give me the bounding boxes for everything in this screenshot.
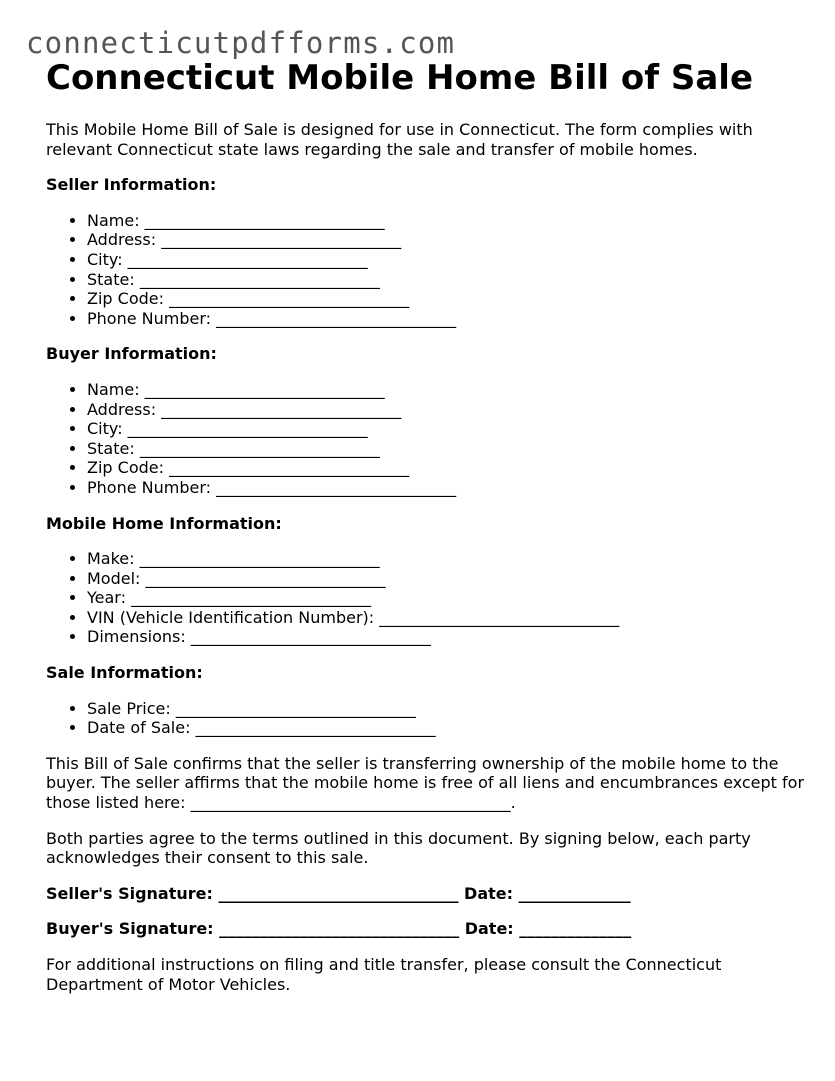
seller-heading: Seller Information: [46,175,217,195]
document-title: Connecticut Mobile Home Bill of Sale [46,58,754,98]
seller-zip-field: • Zip Code: ______________________________ [87,289,806,309]
seller-city-field: • City: ______________________________ [87,250,806,270]
buyer-state-field: • State: ______________________________ [87,439,806,459]
home-dimensions-field: • Dimensions: ______________________________ [87,627,806,647]
home-fields [46,549,806,647]
seller-signature-line: Seller's Signature: ______________________________ Date: ______________ [46,883,631,903]
watermark: connecticutpdfforms.com [26,26,456,60]
confirm-paragraph: This Bill of Sale confirms that the seller is transferring ownership of the mobile home to the buyer. The seller affirms that the mobile home is free of all liens and encumbrances except for those listed here: ________________________________________. [46,753,805,813]
buyer-phone-field: • Phone Number: ______________________________ [87,478,806,498]
footer-paragraph: For additional instructions on filing and title transfer, please consult the Connecticut Department of Motor Vehicles. [46,955,722,994]
home-heading: Mobile Home Information: [46,513,282,533]
buyer-signature-line: Buyer's Signature: ______________________________ Date: ______________ [46,919,632,939]
buyer-name-field: • Name: ______________________________ [87,380,806,400]
home-year-field: • Year: ______________________________ [87,588,806,608]
seller-phone-field: • Phone Number: ______________________________ [87,309,806,329]
seller-address-field: • Address: ______________________________ [87,230,806,250]
document-body [46,120,806,1010]
sale-heading: Sale Information: [46,663,203,683]
seller-name-field: • Name: ______________________________ [87,211,806,231]
buyer-fields [46,380,806,498]
seller-fields [46,211,806,329]
buyer-heading: Buyer Information: [46,344,217,364]
sale-date-field: • Date of Sale: ______________________________ [87,718,806,738]
buyer-city-field: • City: ______________________________ [87,419,806,439]
sale-price-field: • Sale Price: ______________________________ [87,699,806,719]
sale-fields [46,699,806,738]
buyer-address-field: • Address: ______________________________ [87,400,806,420]
intro-paragraph: This Mobile Home Bill of Sale is designed for use in Connecticut. The form complies with relevant Connecticut state laws regarding the sale and transfer of mobile homes. [46,120,753,159]
home-make-field: • Make: ______________________________ [87,549,806,569]
seller-state-field: • State: ______________________________ [87,270,806,290]
agree-paragraph: Both parties agree to the terms outlined in this document. By signing below, each party acknowledges their consent to this sale. [46,828,751,868]
home-vin-field: • VIN (Vehicle Identification Number): ______________________________ [87,608,806,628]
buyer-zip-field: • Zip Code: ______________________________ [87,458,806,478]
home-model-field: • Model: ______________________________ [87,569,806,589]
